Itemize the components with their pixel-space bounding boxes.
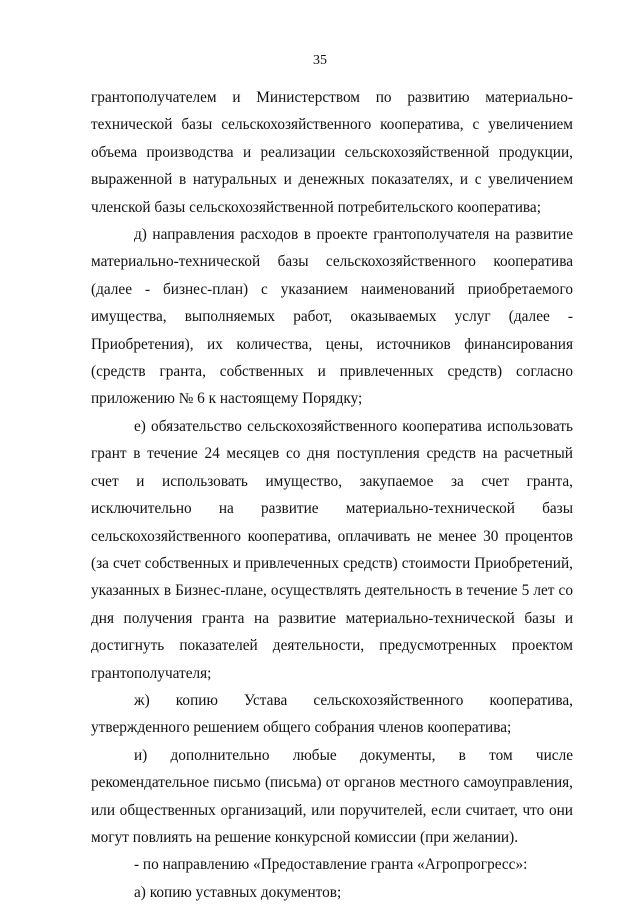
paragraph-direction-agroprogress: - по направлению «Предоставление гранта «Агропрогресс»: [134,856,528,874]
paragraph-item-e: е) обязательство сельскохозяйственного кооператива использовать грант в течение 24 месяцев со дня поступления средств на расчетный счет и использовать имущество, закупаемое за счет гранта, исключительно на развитие материально-технической базы сельскохозяйственного кооператива, оплачивать не менее 30 процентов (за счет собственных и привлеченных средств) стоимости Приобретений, указанных в Бизнес-плане, осуществлять деятельность в течение 5 лет со дня получения гранта на развитие материально-технической базы и достигнуть показателей деятельности, предусмотренных проектом грантополучателя; [91,417,573,682]
document-body [91,84,573,906]
paragraph-item-a: а) копию уставных документов; [134,883,342,901]
paragraph-item-i: и) дополнительно любые документы, в том числе рекомендательное письмо (письма) от органов местного самоуправления, или общественных организаций, или поручителей, если считает, что они могут повлиять на решение конкурсной комиссии (при желании). [91,746,573,846]
page-number: 35 [313,53,327,68]
paragraph-item-d: д) направления расходов в проекте грантополучателя на развитие материально-технической базы сельскохозяйственного кооператива (далее - бизнес-план) с указанием наименований приобретаемого имущества, выполняемых работ, оказываемых услуг (далее - Приобретения), их количества, цены, источников финансирования (средств гранта, собственных и привлеченных средств) согласно приложению № 6 к настоящему Порядку; [91,226,573,408]
paragraph-item-zh: ж) копию Устава сельскохозяйственного кооператива, утвержденного решением общего собрания членов кооператива; [91,691,573,737]
paragraph-continuation: грантополучателем и Министерством по развитию материально-технической базы сельскохозяйственного кооператива, с увеличением объема производства и реализации сельскохозяйственной продукции, выраженной в натуральных и денежных показателях, и с увеличением членской базы сельскохозяйственной потребительского кооператива; [91,89,573,216]
